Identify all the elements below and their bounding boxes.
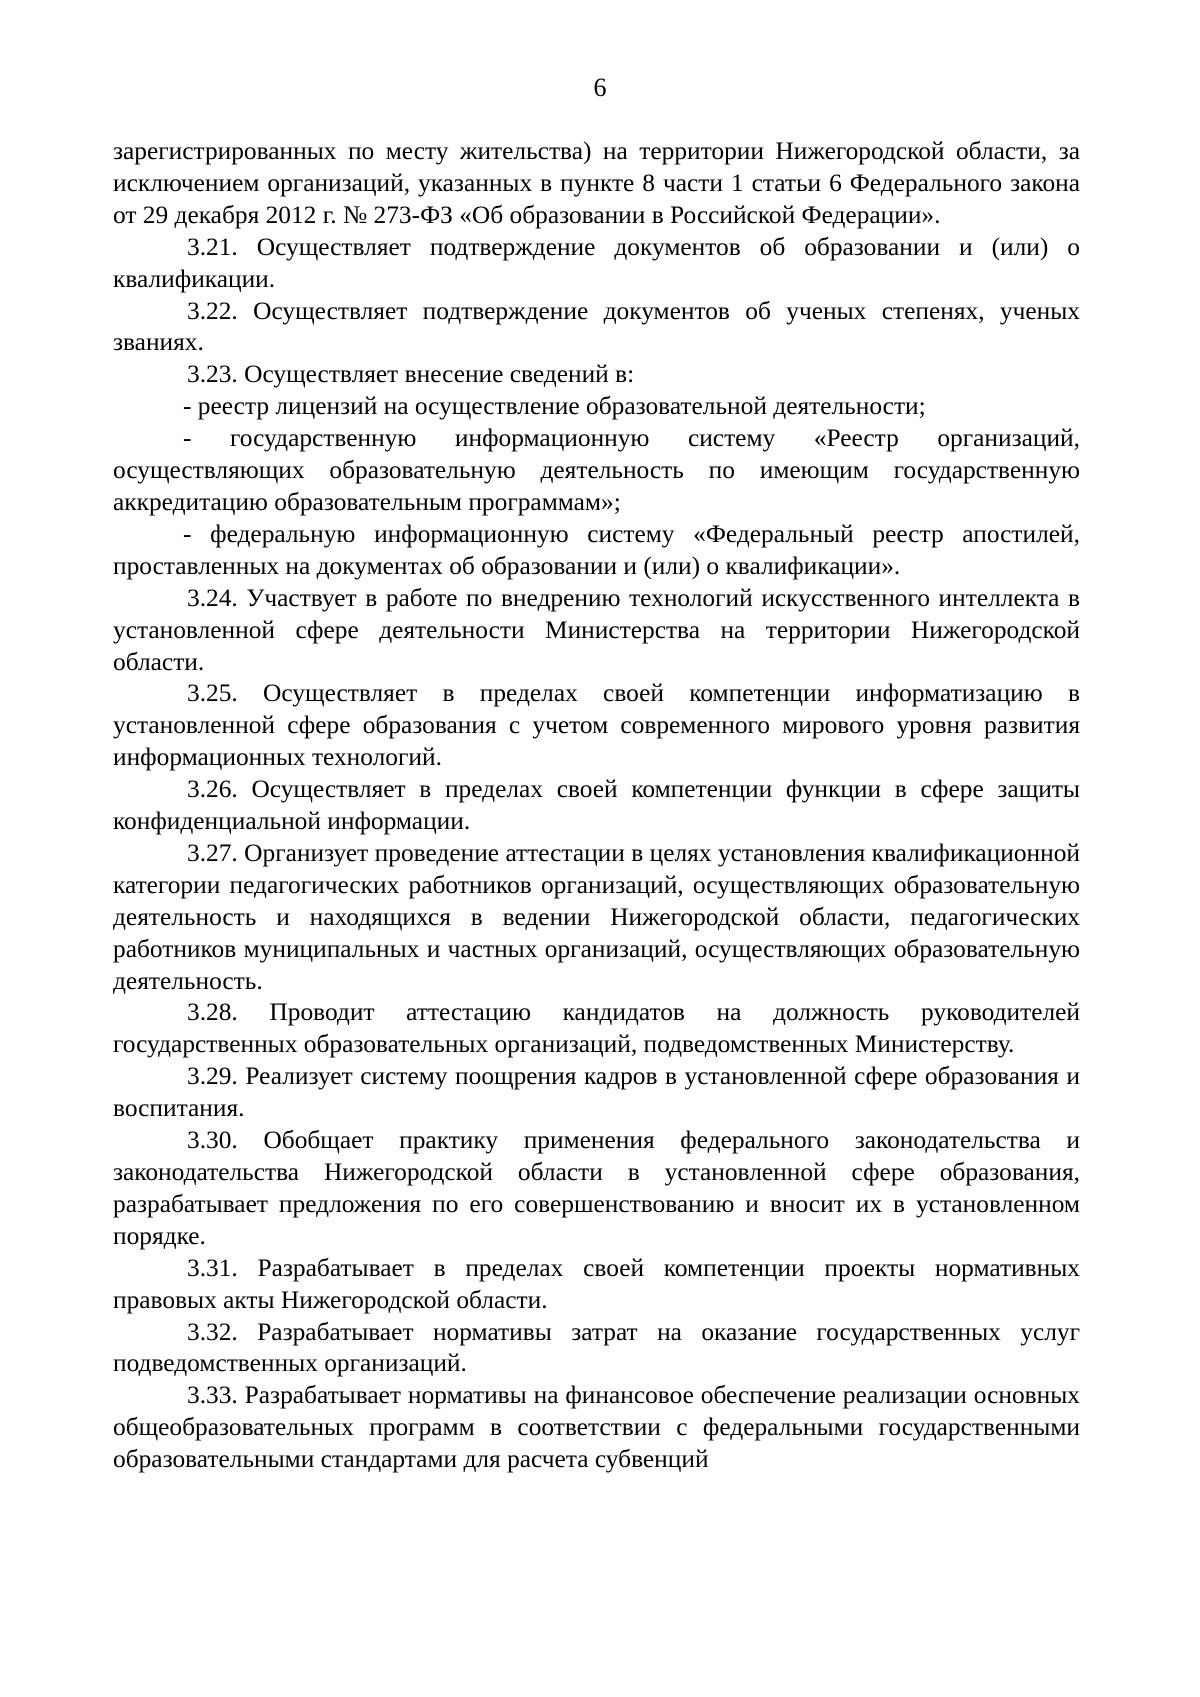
paragraph-3-23: 3.23. Осуществляет внесение сведений в: (187, 360, 635, 389)
paragraph-3-21: 3.21. Осуществляет подтверждение документов об образовании и (или) о квалификации. (113, 232, 1080, 293)
paragraph-3-33: 3.33. Разрабатывает нормативы на финансовое обеспечение реализации основных общеобразовательных программ в соответствии с федеральными государственными образовательными стандартами для расчета субвенций (113, 1381, 1080, 1474)
list-item-license-registry: - реестр лицензий на осуществление образовательной деятельности; (183, 392, 926, 421)
list-item-state-info-system: - государственную информационную систему «Реестр организаций, осуществляющих образовательную деятельность по имеющим государственную аккредитацию образовательным программам»; (113, 424, 1080, 516)
paragraph-3-24: 3.24. Участвует в работе по внедрению технологий искусственного интеллекта в установленной сфере деятельности Министерства на территории Нижегородской области. (113, 583, 1080, 676)
paragraph-3-26: 3.26. Осуществляет в пределах своей компетенции функции в сфере защиты конфиденциальной информации. (113, 775, 1080, 836)
paragraph-3-27: 3.27. Организует проведение аттестации в целях установления квалификационной категории педагогических работников организаций, осуществляющих образовательную деятельность и находящихся в ведении Нижегородской области, педагогических работников муниципальных и частных организаций, осуществляющих образовательную деятельность. (113, 838, 1080, 995)
list-item-federal-info-system: - федеральную информационную систему «Федеральный реестр апостилей, проставленных на документах об образовании и (или) о квалификации». (113, 519, 1080, 580)
paragraph-3-25: 3.25. Осуществляет в пределах своей компетенции информатизацию в установленной сфере образования с учетом современного мирового уровня развития информационных технологий. (113, 679, 1080, 772)
paragraph-3-30: 3.30. Обобщает практику применения федерального законодательства и законодательства Нижегородской области в установленной сфере образования, разрабатывает предложения по его совершенствованию и вносит их в установленном порядке. (113, 1126, 1080, 1250)
paragraph-3-31: 3.31. Разрабатывает в пределах своей компетенции проекты нормативных правовых акты Нижегородской области. (113, 1253, 1080, 1314)
paragraph-continuation: зарегистрированных по месту жительства) на территории Нижегородской области, за исключением организаций, указанных в пункте 8 части 1 статьи 6 Федерального закона от 29 декабря 2012 г. № 273-ФЗ «Об образовании в Российской Федерации». (113, 137, 1080, 229)
paragraph-3-32: 3.32. Разрабатывает нормативы затрат на оказание государственных услуг подведомственных организаций. (113, 1317, 1080, 1378)
document-body (113, 136, 1080, 1476)
paragraph-3-28: 3.28. Проводит аттестацию кандидатов на должность руководителей государственных образовательных организаций, подведомственных Министерству. (113, 998, 1080, 1059)
paragraph-3-29: 3.29. Реализует систему поощрения кадров в установленной сфере образования и воспитания. (113, 1062, 1080, 1123)
paragraph-3-22: 3.22. Осуществляет подтверждение документов об ученых степенях, ученых званиях. (113, 296, 1080, 357)
page-number: 6 (593, 73, 607, 102)
